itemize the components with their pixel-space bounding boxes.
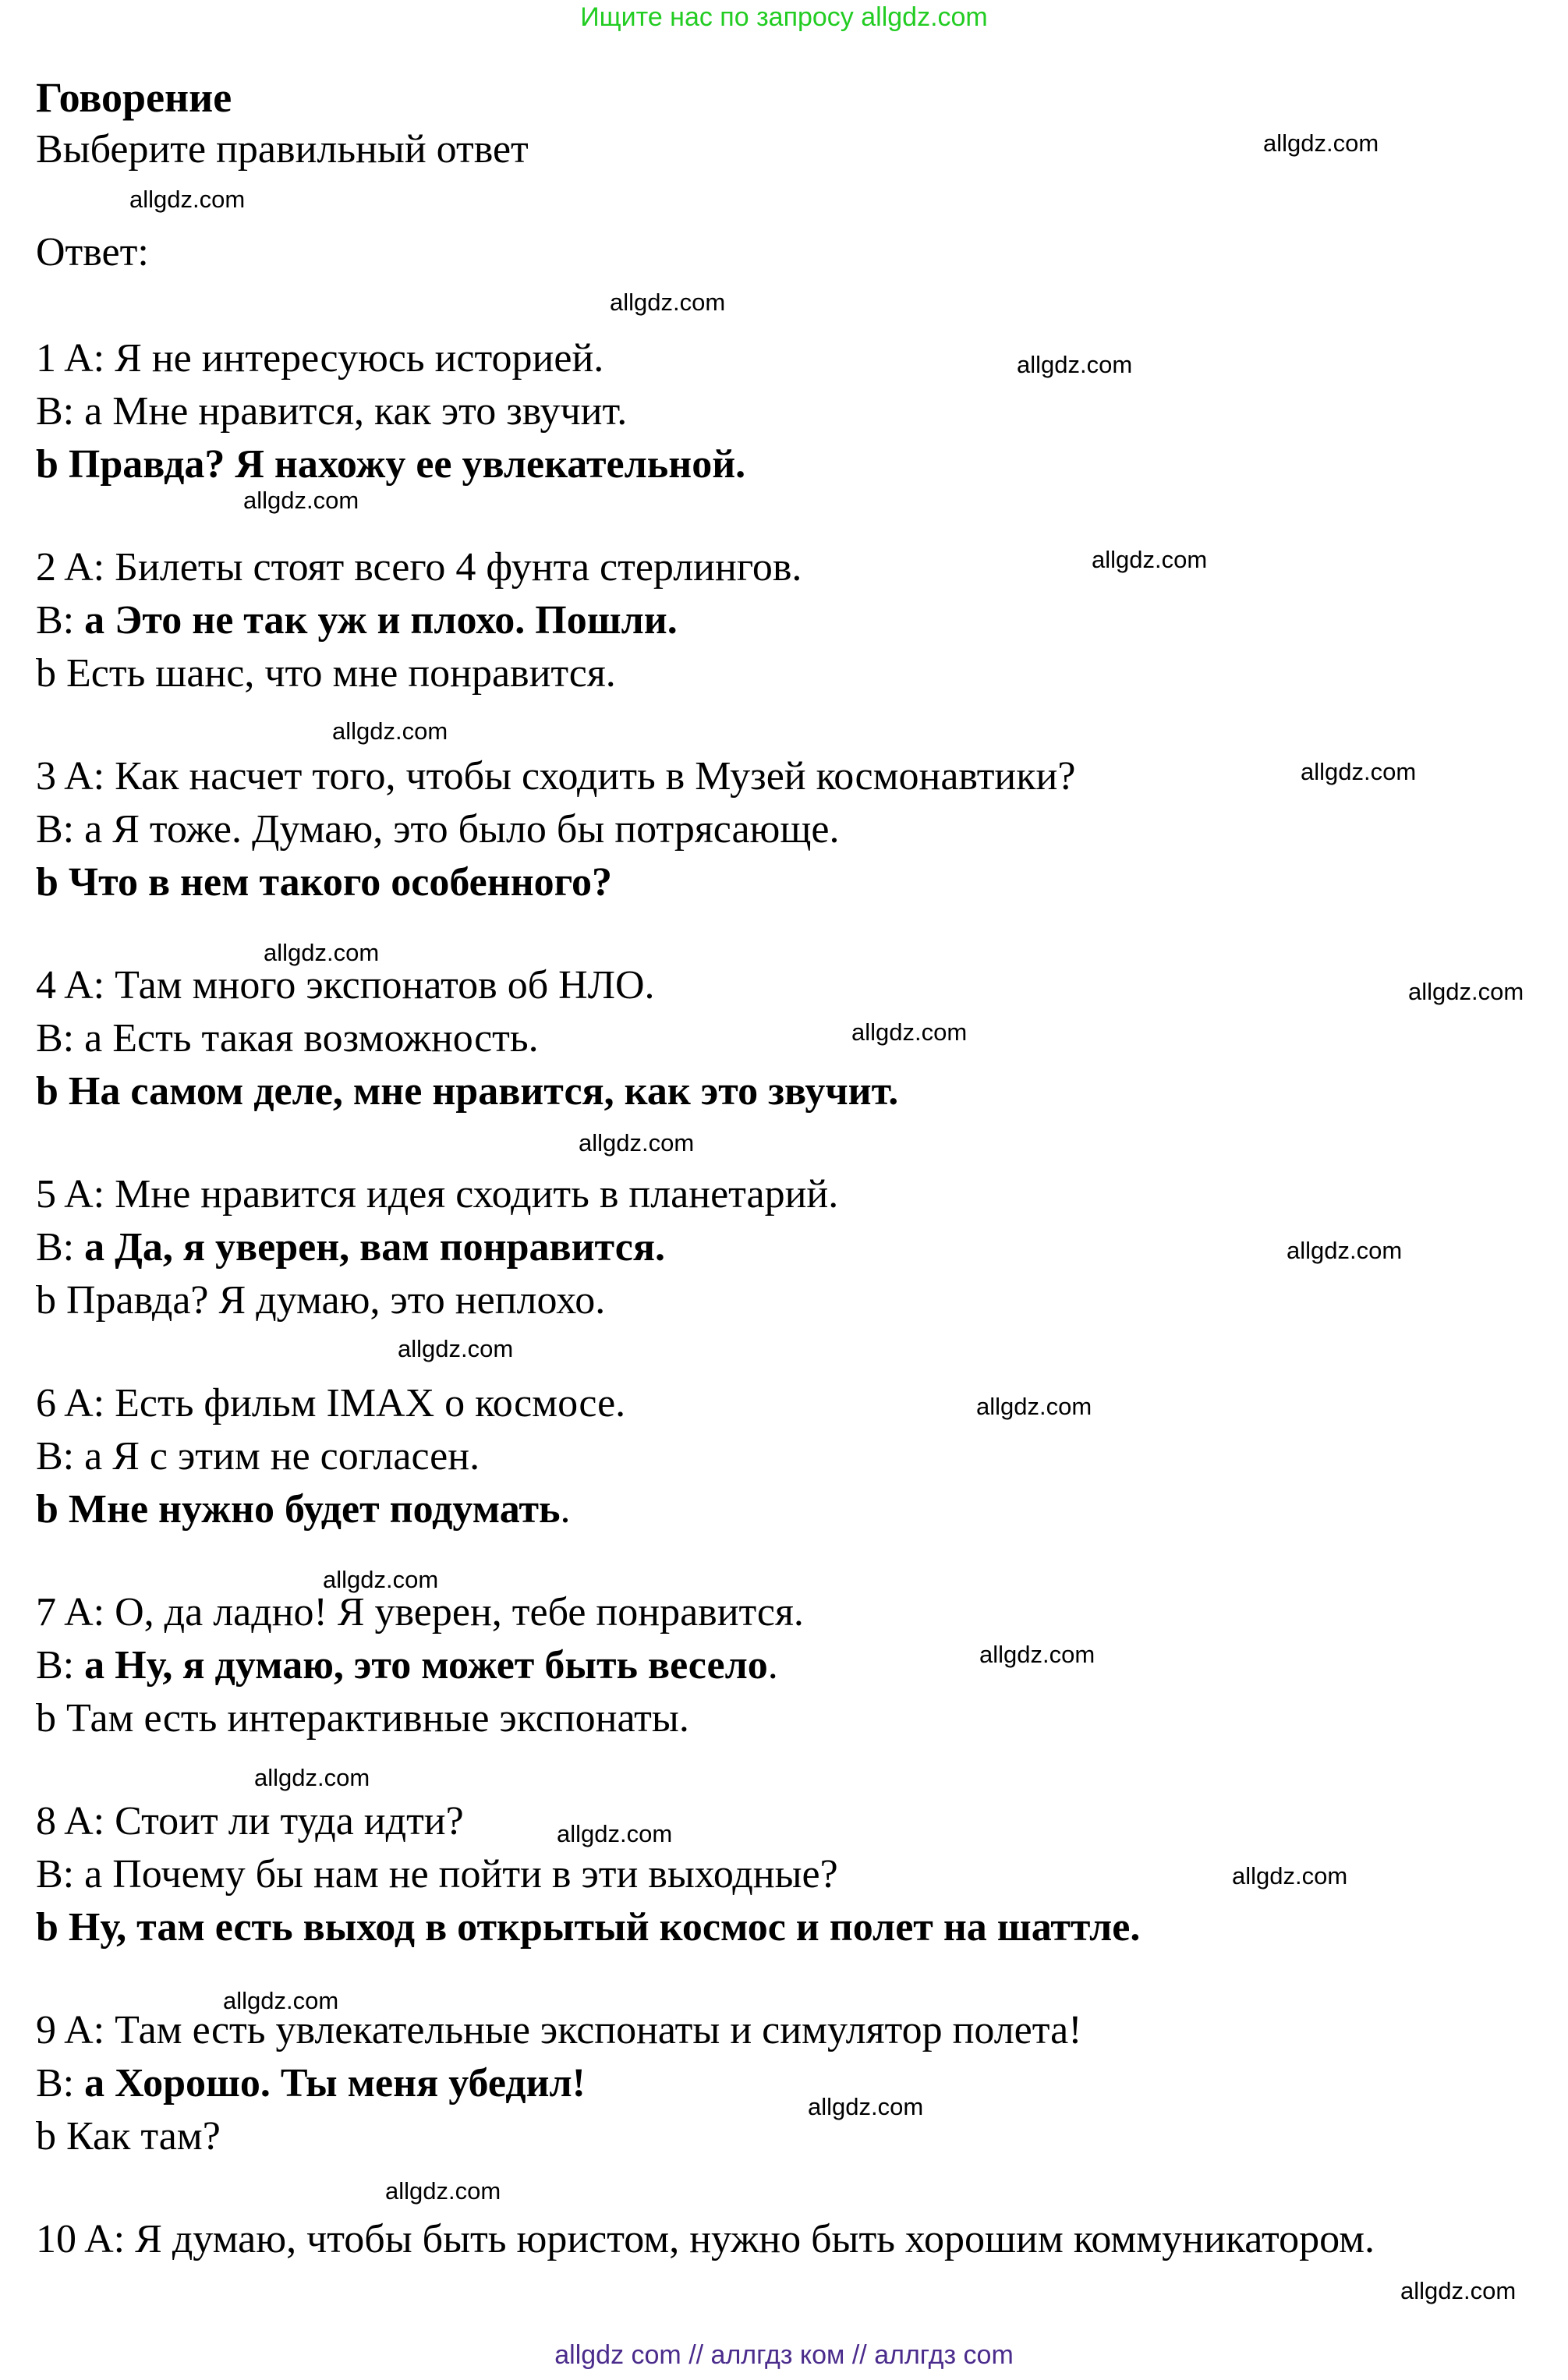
option-b-correct: b Что в нем такого особенного? xyxy=(36,860,612,905)
dialogue-item-2 xyxy=(36,541,1533,700)
watermark: allgdz.com xyxy=(323,1566,439,1593)
watermark: allgdz.com xyxy=(610,289,726,316)
line-a: 3 A: Как насчет того, чтобы сходить в Музей космонавтики? xyxy=(36,754,1076,799)
line-a: 9 A: Там есть увлекательные экспонаты и симулятор полета! xyxy=(36,2008,1082,2052)
dialogue-item-9 xyxy=(36,2004,1533,2163)
line-b xyxy=(36,1639,1533,1692)
content xyxy=(36,72,1533,2266)
answer-label: Ответ: xyxy=(36,230,149,274)
watermark: allgdz.com xyxy=(1232,1862,1348,1889)
watermark: allgdz.com xyxy=(1400,2277,1517,2304)
instruction: Выберите правильный ответ xyxy=(36,127,529,172)
top-banner: Ищите нас по запросу allgdz.com xyxy=(580,2,988,32)
option-a: а Почему бы нам не пойти в эти выходные? xyxy=(84,1852,838,1897)
watermark: allgdz.com xyxy=(1287,1237,1403,1264)
dialogue-item-10 xyxy=(36,2213,1533,2266)
line-b xyxy=(36,2057,1533,2110)
option-b-correct xyxy=(36,1483,1533,1536)
option-b-text: b Мне нужно будет подумать xyxy=(36,1487,561,1532)
speaker-b: B: xyxy=(36,1016,85,1061)
watermark: allgdz.com xyxy=(1263,129,1379,157)
watermark: allgdz.com xyxy=(243,487,359,514)
option-a: а Мне нравится, как это звучит. xyxy=(84,389,628,434)
watermark: allgdz.com xyxy=(223,1987,339,2014)
line-b xyxy=(36,1430,1533,1483)
line-a: 4 A: Там много экспонатов об НЛО. xyxy=(36,963,655,1008)
option-a: а Я с этим не согласен. xyxy=(84,1434,480,1479)
line-b xyxy=(36,594,1533,647)
speaker-b: B: xyxy=(36,807,85,852)
dialogue-item-6 xyxy=(36,1377,1533,1536)
option-b-correct: b На самом деле, мне нравится, как это звучит. xyxy=(36,1069,899,1114)
watermark: allgdz.com xyxy=(557,1820,673,1847)
line-b xyxy=(36,803,1533,856)
watermark: allgdz.com xyxy=(979,1641,1095,1668)
line-b xyxy=(36,385,1533,438)
watermark: allgdz.com xyxy=(1092,546,1208,573)
watermark: allgdz.com xyxy=(385,2177,501,2205)
line-a: 5 A: Мне нравится идея сходить в планетарий. xyxy=(36,1172,839,1217)
option-a: а Есть такая возможность. xyxy=(84,1016,539,1061)
line-a: 6 A: Есть фильм IMAX о космосе. xyxy=(36,1381,626,1426)
line-b xyxy=(36,1012,1533,1065)
speaker-b: B: xyxy=(36,598,85,643)
option-b: b Как там? xyxy=(36,2114,221,2159)
option-b: b Правда? Я думаю, это неплохо. xyxy=(36,1278,606,1323)
dialogue-item-7 xyxy=(36,1586,1533,1745)
dialogue-item-1 xyxy=(36,332,1533,491)
speaker-b: B: xyxy=(36,2061,85,2106)
watermark: allgdz.com xyxy=(264,939,380,966)
watermark: allgdz.com xyxy=(129,186,246,213)
line-a: 1 A: Я не интересуюсь историей. xyxy=(36,336,604,381)
watermark: allgdz.com xyxy=(976,1393,1092,1420)
watermark: allgdz.com xyxy=(332,717,448,745)
option-b-period: . xyxy=(560,1487,571,1532)
dialogue-item-4 xyxy=(36,959,1533,1118)
option-a-period: . xyxy=(767,1643,778,1688)
option-a-correct: а Хорошо. Ты меня убедил! xyxy=(84,2061,586,2106)
watermark: allgdz.com xyxy=(1301,758,1417,785)
line-a: 8 A: Стоит ли туда идти? xyxy=(36,1799,464,1843)
line-a: 10 A: Я думаю, чтобы быть юристом, нужно быть хорошим коммуникатором. xyxy=(36,2217,1375,2261)
speaker-b: B: xyxy=(36,389,85,434)
watermark: allgdz.com xyxy=(1408,978,1524,1005)
watermark: allgdz.com xyxy=(398,1335,514,1362)
option-a: а Я тоже. Думаю, это было бы потрясающе. xyxy=(84,807,840,852)
section-heading: Говорение xyxy=(36,74,232,121)
line-a: 7 A: О, да ладно! Я уверен, тебе понравится. xyxy=(36,1590,804,1634)
speaker-b: B: xyxy=(36,1225,85,1270)
option-b: b Там есть интерактивные экспонаты. xyxy=(36,1696,689,1741)
option-a-correct: а Это не так уж и плохо. Пошли. xyxy=(84,598,678,643)
footer-links: allgdz com // аллгдз ком // аллгдз com xyxy=(554,2340,1014,2370)
speaker-b: B: xyxy=(36,1434,85,1479)
line-a: 2 A: Билеты стоят всего 4 фунта стерлингов. xyxy=(36,545,802,590)
option-b: b Есть шанс, что мне понравится. xyxy=(36,651,616,696)
option-a-correct: а Да, я уверен, вам понравится. xyxy=(84,1225,665,1270)
option-a-correct: а Ну, я думаю, это может быть весело xyxy=(84,1643,768,1688)
option-b-correct: b Ну, там есть выход в открытый космос и полет на шаттле. xyxy=(36,1905,1141,1950)
speaker-b: B: xyxy=(36,1643,85,1688)
watermark: allgdz.com xyxy=(851,1018,968,1046)
watermark: allgdz.com xyxy=(1017,351,1133,378)
watermark: allgdz.com xyxy=(808,2093,924,2120)
watermark: allgdz.com xyxy=(254,1764,370,1791)
watermark: allgdz.com xyxy=(579,1129,695,1156)
speaker-b: B: xyxy=(36,1852,85,1897)
option-b-correct: b Правда? Я нахожу ее увлекательной. xyxy=(36,442,746,487)
